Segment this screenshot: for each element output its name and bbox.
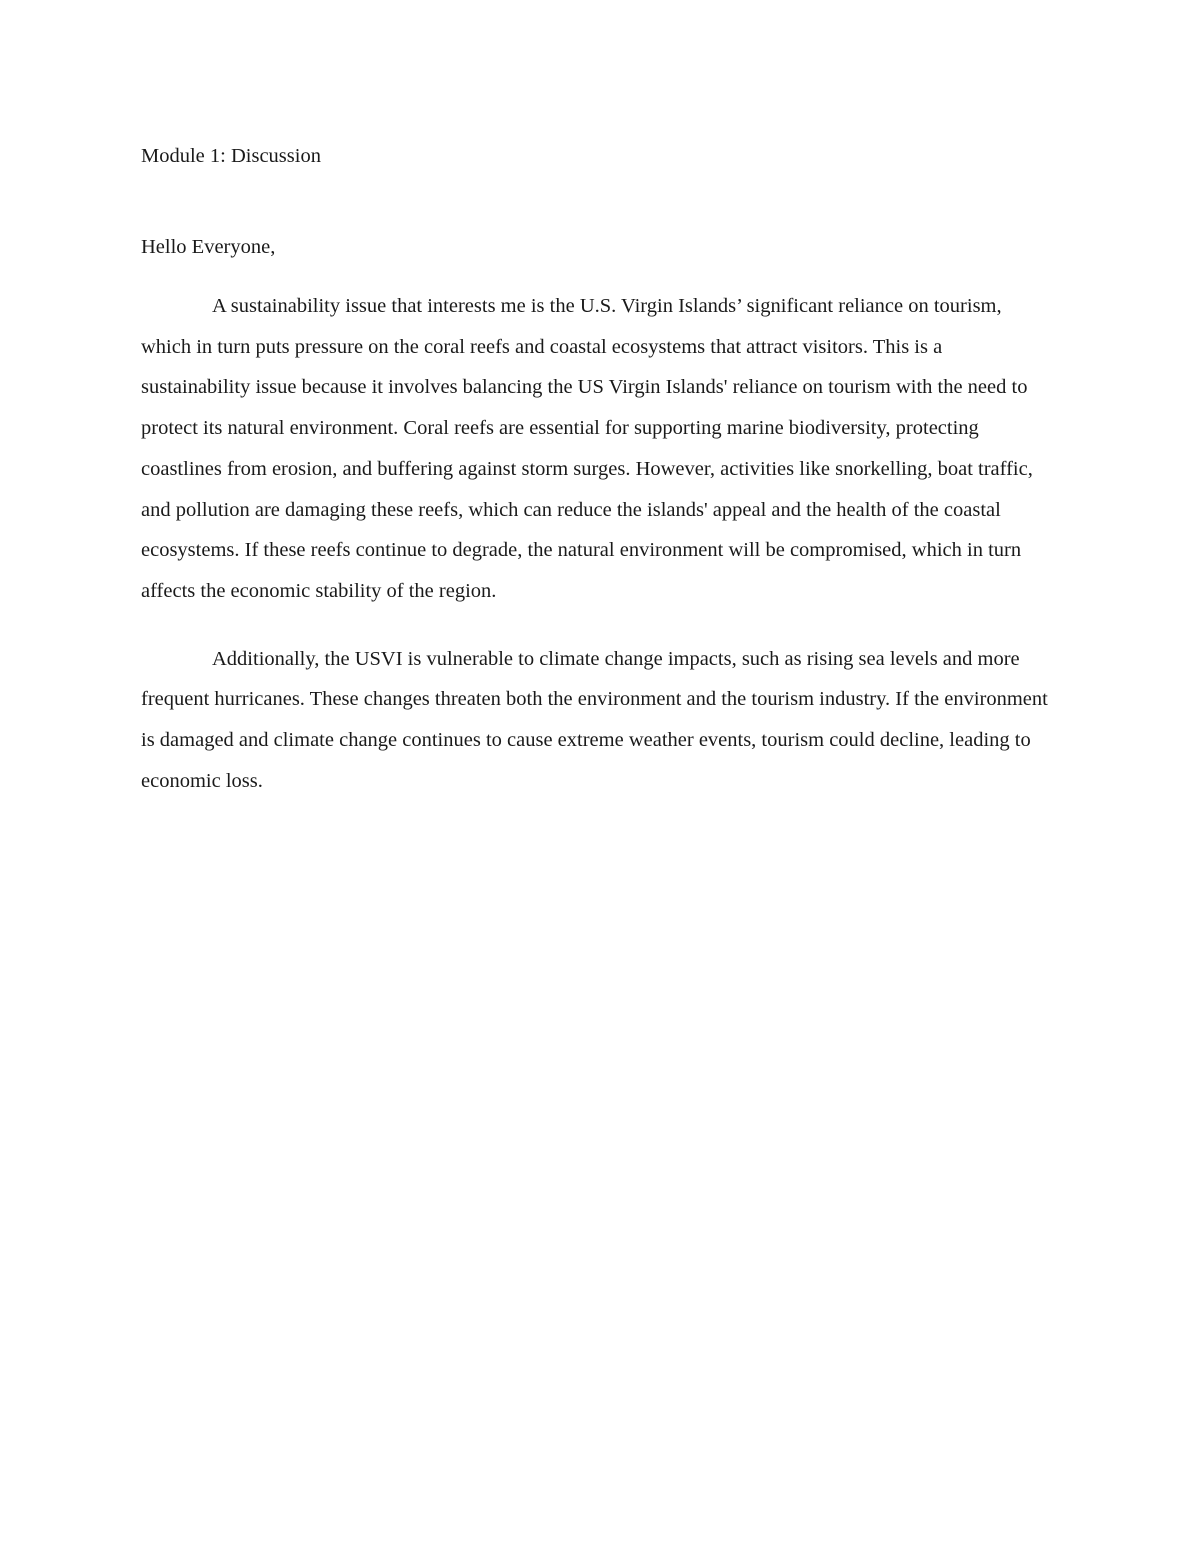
document-body bbox=[141, 138, 1056, 801]
paragraph-tourism-reefs: A sustainability issue that interests me is the U.S. Virgin Islands’ significant reliance on tourism, which in turn puts pressure on the coral reefs and coastal ecosystems that attract visitors. This is a sustainability issue because it involves balancing the US Virgin Islands' reliance on tourism with the need to protect its natural environment. Coral reefs are essential for supporting marine biodiversity, protecting coastlines from erosion, and buffering against storm surges. However, activities like snorkelling, boat traffic, and pollution are damaging these reefs, which can reduce the islands' appeal and the health of the coastal ecosystems. If these reefs continue to degrade, the natural environment will be compromised, which in turn affects the economic stability of the region. bbox=[141, 295, 1033, 602]
greeting: Hello Everyone, bbox=[141, 236, 276, 258]
document-title: Module 1: Discussion bbox=[141, 145, 321, 167]
paragraph-climate-change: Additionally, the USVI is vulnerable to climate change impacts, such as rising sea levels and more frequent hurricanes. These changes threaten both the environment and the tourism industry. If the environment is damaged and climate change continues to cause extreme weather events, tourism could decline, leading to economic loss. bbox=[141, 647, 1048, 792]
